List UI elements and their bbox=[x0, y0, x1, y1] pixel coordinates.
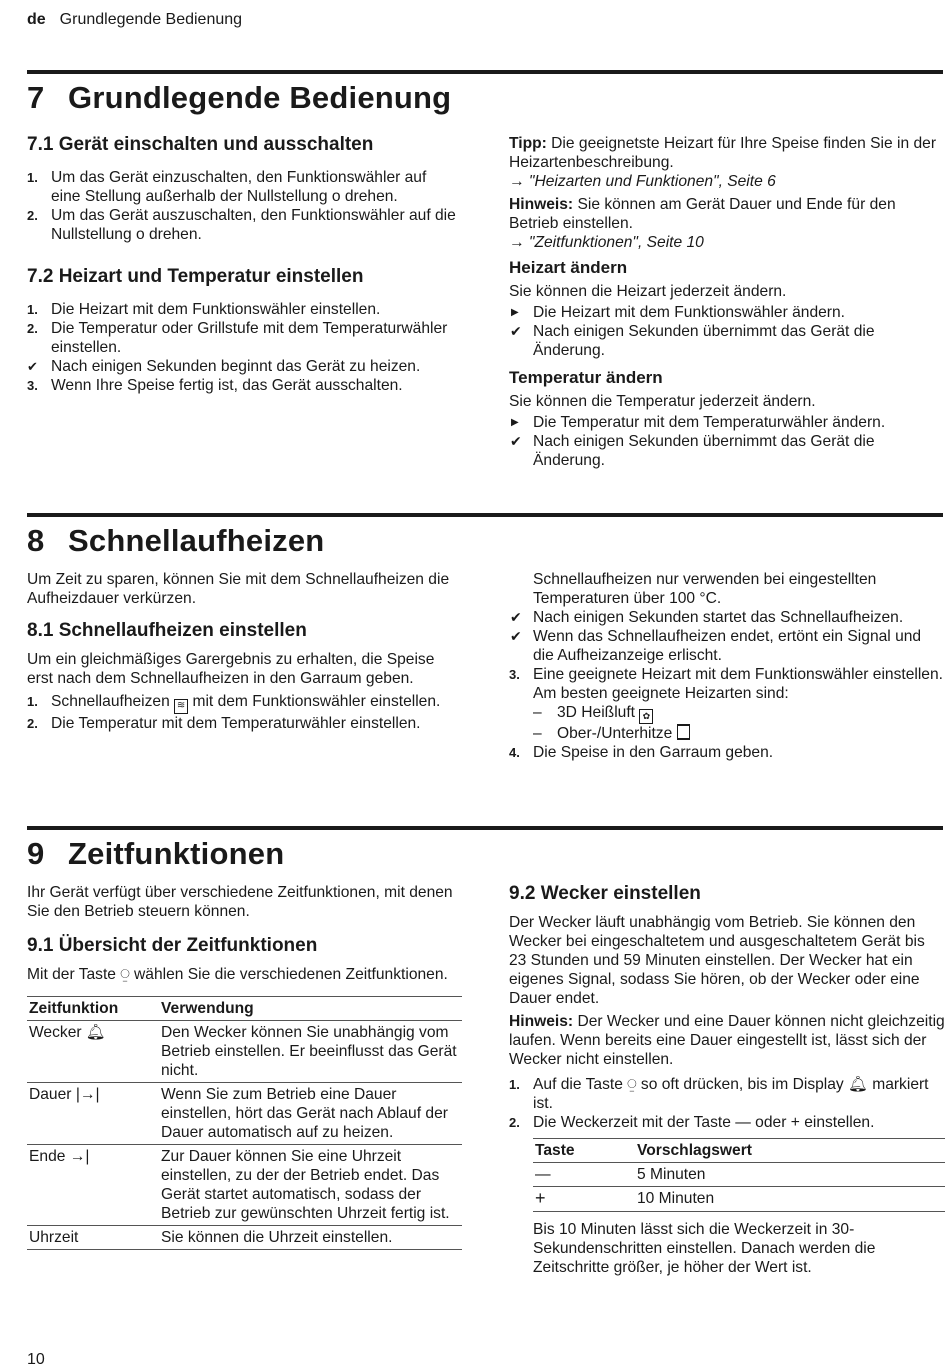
action-marker-icon: ▶ bbox=[511, 307, 519, 318]
plus-key-icon: + bbox=[790, 1114, 800, 1131]
section-title: Grundlegende Bedienung bbox=[68, 80, 452, 115]
top-bottom-heat-icon bbox=[677, 724, 690, 740]
paragraph: Sie können die Heizart jederzeit ändern. bbox=[509, 283, 787, 300]
section-9-right-column bbox=[509, 883, 945, 1281]
list-item: ✔ Wenn das Schnellaufheizen endet, ertönt ein Signal und die Aufheizanzeige erlischt. bbox=[510, 628, 922, 664]
check-icon: ✔ bbox=[510, 323, 522, 339]
header-lang: de bbox=[27, 11, 46, 28]
list-item: ▶ Die Heizart mit dem Funktionswähler ändern. bbox=[511, 304, 846, 321]
action-marker-icon: ▶ bbox=[511, 417, 519, 428]
section-8-left-column bbox=[27, 570, 459, 733]
paragraph: Sie können die Temperatur jederzeit ändern. bbox=[509, 393, 816, 410]
table-header-row: Zeitfunktion Verwendung bbox=[27, 997, 462, 1021]
section-8-heading bbox=[27, 523, 324, 559]
list-item-continued: Schnellaufheizen nur verwenden bei eingestellten Temperaturen über 100 °C. bbox=[533, 571, 877, 607]
list-item: 2. Die Weckerzeit mit der Taste — oder + einstellen. bbox=[509, 1114, 875, 1131]
table-row: Dauer |→| Wenn Sie zum Betrieb eine Dauer einstellen, hört das Gerät nach Ablauf der Dauer automatisch auf zu heizen. bbox=[27, 1083, 462, 1145]
tip-paragraph: Tipp: Die geeignetste Heizart für Ihre Speise finden Sie in der Heizartenbeschreibung. → "Heizarten und Funktionen", Seite 6 bbox=[509, 135, 937, 190]
rapid-heat-icon: ≋ bbox=[174, 699, 188, 714]
table-row: Ende →| Zur Dauer können Sie eine Uhrzeit einstellen, zu der der Betrieb endet. Das Gerät startet automatisch, sodass der Betrieb zur gewünschten Uhrzeit fertig ist. bbox=[27, 1145, 462, 1226]
table-row: — 5 Minuten bbox=[533, 1163, 945, 1187]
list-item: ✔ Nach einigen Sekunden startet das Schnellaufheizen. bbox=[510, 609, 904, 626]
hint-paragraph: Hinweis: Der Wecker und eine Dauer können nicht gleichzeitig laufen. Wenn bereits eine Dauer eingestellt ist, lässt sich der Wecker nicht einstellen. bbox=[509, 1013, 945, 1068]
table-row: Wecker 🔔︎ Den Wecker können Sie unabhängig vom Betrieb einstellen. Er beeinflusst das Gerät nicht. bbox=[27, 1021, 462, 1083]
list-item: 3. Wenn Ihre Speise fertig ist, das Gerät ausschalten. bbox=[27, 377, 403, 394]
check-icon: ✔ bbox=[510, 433, 522, 449]
list-item: 3. Eine geeignete Heizart mit dem Funktionswähler einstellen. Am besten geeignete Heizarten sind: – 3D Heißluft ✿ – Ober-/Unterhitze bbox=[509, 665, 945, 743]
intro-paragraph: Um Zeit zu sparen, können Sie mit dem Schnellaufheizen die Aufheizdauer verkürzen. bbox=[27, 571, 450, 607]
section-rule bbox=[27, 70, 943, 74]
end-icon: →| bbox=[69, 1148, 90, 1165]
list-item: 1. Die Heizart mit dem Funktionswähler einstellen. bbox=[27, 301, 381, 318]
timer-table-wrapper bbox=[533, 1138, 945, 1212]
page-header bbox=[27, 11, 242, 29]
section-rule bbox=[27, 513, 943, 517]
section-7-left-column bbox=[27, 134, 459, 395]
minus-key-icon: — bbox=[535, 1166, 551, 1183]
sub-list-item: – 3D Heißluft ✿ bbox=[533, 703, 945, 724]
subsection-9-2-heading: 9.2 Wecker einstellen bbox=[509, 883, 701, 904]
list-item: 4. Die Speise in den Garraum geben. bbox=[509, 744, 774, 761]
header-title: Grundlegende Bedienung bbox=[59, 11, 243, 28]
section-7-right-column bbox=[509, 134, 945, 470]
subsection-7-2-heading: 7.2 Heizart und Temperatur einstellen bbox=[27, 266, 364, 287]
fan-heat-icon: ✿ bbox=[639, 709, 653, 724]
paragraph: Mit der Taste ⍜ wählen Sie die verschiedenen Zeitfunktionen. bbox=[27, 966, 448, 983]
table-row: Uhrzeit Sie können die Uhrzeit einstellen. bbox=[27, 1226, 462, 1250]
bell-icon: 🔔︎ bbox=[85, 1024, 106, 1041]
section-rule bbox=[27, 826, 943, 830]
page-number: 10 bbox=[27, 1351, 45, 1368]
list-item: 2. Um das Gerät auszuschalten, den Funktionswähler auf die Nullstellung o drehen. bbox=[27, 207, 456, 243]
list-item: ✔ Nach einigen Sekunden übernimmt das Gerät die Änderung. bbox=[510, 433, 875, 469]
subsection-7-1-heading: 7.1 Gerät einschalten und ausschalten bbox=[27, 134, 374, 155]
bell-icon: 🔔︎ bbox=[848, 1076, 868, 1093]
minus-key-icon: — bbox=[735, 1114, 751, 1131]
intro-paragraph: Ihr Gerät verfügt über verschiedene Zeitfunktionen, mit denen Sie den Betrieb steuern können. bbox=[27, 884, 453, 920]
list-item: ▶ Die Temperatur mit dem Temperaturwähler ändern. bbox=[511, 414, 886, 431]
check-icon: ✔ bbox=[510, 628, 522, 644]
cross-reference: → "Heizarten und Funktionen", Seite 6 bbox=[509, 173, 776, 190]
section-8-right-column bbox=[509, 570, 945, 762]
subsection-9-1-heading: 9.1 Übersicht der Zeitfunktionen bbox=[27, 935, 318, 956]
section-7-heading bbox=[27, 80, 451, 116]
table-row: + 10 Minuten bbox=[533, 1187, 945, 1212]
duration-icon: |→| bbox=[75, 1086, 100, 1103]
cross-reference: → "Zeitfunktionen", Seite 10 bbox=[509, 234, 704, 251]
clock-key-icon: ⍜ bbox=[120, 966, 130, 983]
timer-suggestion-table bbox=[533, 1138, 945, 1212]
heizart-heading: Heizart ändern bbox=[509, 258, 628, 277]
hint-paragraph: Hinweis: Sie können am Gerät Dauer und Ende für den Betrieb einstellen. → "Zeitfunktionen", Seite 10 bbox=[509, 196, 896, 251]
section-9-heading bbox=[27, 836, 284, 872]
check-icon: ✔ bbox=[510, 609, 522, 625]
list-item: 2. Die Temperatur mit dem Temperaturwähler einstellen. bbox=[27, 715, 421, 732]
list-item: 1. Auf die Taste ⍜ so oft drücken, bis im Display 🔔︎ markiert ist. bbox=[509, 1076, 929, 1112]
paragraph: Der Wecker läuft unabhängig vom Betrieb. Sie können den Wecker bei eingeschaltetem und ausgeschaltetem Gerät bis 23 Stunden und 59 Minuten einstellen. Der Wecker hat ein eigenes Signal, sodass Sie hören, ob der Wecker oder eine Dauer endet. bbox=[509, 914, 925, 1007]
list-item: 1. Um das Gerät einzuschalten, den Funktionswähler auf eine Stellung außerhalb der Nullstellung o drehen. bbox=[27, 169, 427, 205]
sub-list-item: – Ober-/Unterhitze bbox=[533, 724, 945, 743]
list-item: 2. Die Temperatur oder Grillstufe mit dem Temperaturwähler einstellen. bbox=[27, 320, 448, 356]
section-number: 7 bbox=[27, 80, 45, 115]
plus-key-icon: + bbox=[535, 1188, 546, 1208]
paragraph: Um ein gleichmäßiges Garergebnis zu erhalten, die Speise erst nach dem Schnellaufheizen in den Garraum geben. bbox=[27, 651, 435, 687]
list-item: 1. Schnellaufheizen ≋ mit dem Funktionswähler einstellen. bbox=[27, 692, 459, 714]
section-number: 9 bbox=[27, 836, 45, 871]
list-item: ✔ Nach einigen Sekunden übernimmt das Gerät die Änderung. bbox=[510, 323, 875, 359]
clock-key-icon: ⍜ bbox=[627, 1076, 637, 1093]
section-title: Schnellaufheizen bbox=[68, 523, 325, 558]
section-title: Zeitfunktionen bbox=[68, 836, 285, 871]
section-number: 8 bbox=[27, 523, 45, 558]
time-functions-table bbox=[27, 996, 462, 1250]
paragraph: Bis 10 Minuten lässt sich die Weckerzeit in 30-Sekundenschritten einstellen. Danach werden die Zeitschritte größer, je höher der Wert ist. bbox=[533, 1221, 876, 1276]
section-9-left-column bbox=[27, 883, 462, 1250]
temperature-heading: Temperatur ändern bbox=[509, 368, 663, 387]
subsection-8-1-heading: 8.1 Schnellaufheizen einstellen bbox=[27, 620, 307, 641]
table-header-row: Taste Vorschlagswert bbox=[533, 1139, 945, 1163]
list-item: ✔ Nach einigen Sekunden beginnt das Gerät zu heizen. bbox=[27, 358, 421, 375]
